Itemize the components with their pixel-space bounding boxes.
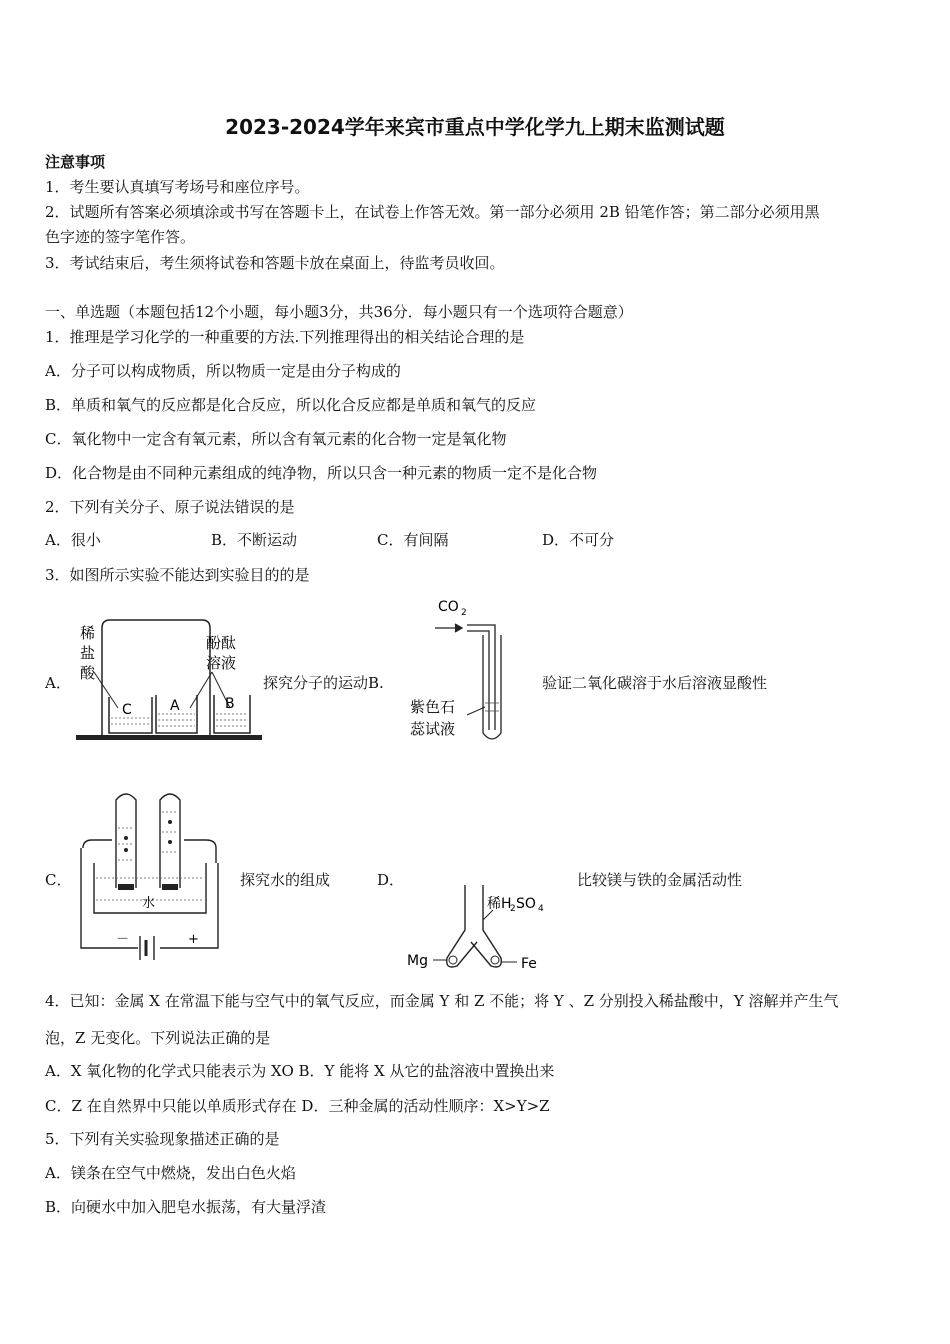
notice-item-2-cont: 色字迹的签字笔作答。 [45, 228, 196, 246]
fig-a-label-left-3: 酸 [80, 664, 96, 682]
notice-item-2: 2．试题所有答案必须填涂或书写在答题卡上，在试卷上作答无效。第一部分必须用 2B 铅笔作答；第二部分必须用黑 [45, 203, 820, 221]
q3-option-a-text: 探究分子的运动B. [263, 674, 384, 692]
q3-option-d-label: D． [377, 871, 405, 889]
notice-item-1: 1．考生要认真填写考场号和座位序号。 [45, 178, 310, 196]
fig-b-label-1: 紫色石 [410, 698, 456, 716]
q3-option-b-text: 验证二氧化碳溶于水后溶液显酸性 [542, 674, 768, 692]
q4-stem-line-1: 4．已知：金属 X 在常温下能与空气中的氧气反应，而金属 Y 和 Z 不能；将 Y 、Z 分别投入稀盐酸中，Y 溶解并产生气 [45, 992, 839, 1010]
q3-option-d-text: 比较镁与铁的金属活动性 [577, 871, 743, 889]
q4-stem-line-2: 泡，Z 无变化。下列说法正确的是 [45, 1029, 271, 1047]
q1-option-d: D．化合物是由不同种元素组成的纯净物，所以只含一种元素的物质一定不是化合物 [45, 464, 598, 482]
q3-stem: 3．如图所示实验不能达到实验目的的是 [45, 566, 310, 584]
fig-d-acid-label: 稀H [487, 896, 512, 912]
fig-b-label-2: 蕊试液 [410, 720, 456, 738]
fig-d-acid-mid: SO [516, 896, 536, 912]
section-heading: 一、单选题（本题包括12个小题，每小题3分，共36分．每小题只有一个选项符合题意） [45, 303, 633, 321]
fig-a-label-left-1: 稀 [80, 624, 96, 642]
fig-d-acid-sub1: 2 [510, 904, 516, 914]
fig-d-mg-label: Mg [407, 953, 428, 969]
fig-c-minus-label: － [116, 932, 130, 947]
fig-c-water-label: 水 [142, 896, 156, 911]
q2-option-d: D．不可分 [542, 531, 615, 549]
figure-b-co2-litmus [405, 595, 525, 745]
q3-option-a-label: A． [45, 674, 71, 692]
notice-heading: 注意事项 [45, 153, 106, 171]
page-title: 2023-2024学年来宾市重点中学化学九上期末监测试题 [225, 115, 725, 139]
q2-option-b: B．不断运动 [211, 531, 298, 549]
figure-a-molecule-motion [72, 610, 262, 745]
fig-d-fe-label: Fe [521, 956, 537, 972]
q3-option-c-text: 探究水的组成 [240, 871, 331, 889]
fig-a-beaker-a: A [170, 698, 180, 714]
fig-b-gas-subscript: 2 [461, 608, 467, 618]
q5-option-a: A．镁条在空气中燃烧，发出白色火焰 [45, 1164, 296, 1182]
q1-stem: 1．推理是学习化学的一种重要的方法.下列推理得出的相关结论合理的是 [45, 328, 525, 346]
q1-option-c: C．氧化物中一定含有氧元素，所以含有氧元素的化合物一定是氧化物 [45, 430, 507, 448]
figure-c-electrolysis [78, 788, 228, 968]
fig-a-label-right-2: 溶液 [206, 654, 237, 672]
q5-stem: 5．下列有关实验现象描述正确的是 [45, 1130, 280, 1148]
fig-a-label-left-2: 盐 [80, 644, 96, 662]
fig-c-plus-label: + [188, 932, 199, 947]
q4-options-cd: C．Z 在自然界中只能以单质形式存在 D．三种金属的活动性顺序：X>Y>Z [45, 1097, 550, 1115]
fig-d-acid-sub2: 4 [538, 904, 544, 914]
q1-option-b: B．单质和氧气的反应都是化合反应，所以化合反应都是单质和氧气的反应 [45, 396, 537, 414]
q4-options-ab: A．X 氧化物的化学式只能表示为 XO B．Y 能将 X 从它的盐溶液中置换出来 [45, 1062, 555, 1080]
fig-a-label-right-1: 酚酞 [206, 634, 237, 652]
q2-option-c: C．有间隔 [377, 531, 449, 549]
q1-option-a: A．分子可以构成物质，所以物质一定是由分子构成的 [45, 362, 401, 380]
q3-option-c-label: C． [45, 871, 72, 889]
fig-b-gas-label: CO [438, 599, 459, 615]
fig-a-beaker-c: C [122, 702, 132, 718]
notice-item-3: 3．考试结束后，考生须将试卷和答题卡放在桌面上，待监考员收回。 [45, 254, 505, 272]
q2-stem: 2．下列有关分子、原子说法错误的是 [45, 498, 295, 516]
figure-d-mg-fe [405, 880, 555, 975]
q5-option-b: B．向硬水中加入肥皂水振荡，有大量浮渣 [45, 1198, 327, 1216]
fig-a-beaker-b: B [225, 696, 235, 712]
q2-option-a: A．很小 [45, 531, 101, 549]
